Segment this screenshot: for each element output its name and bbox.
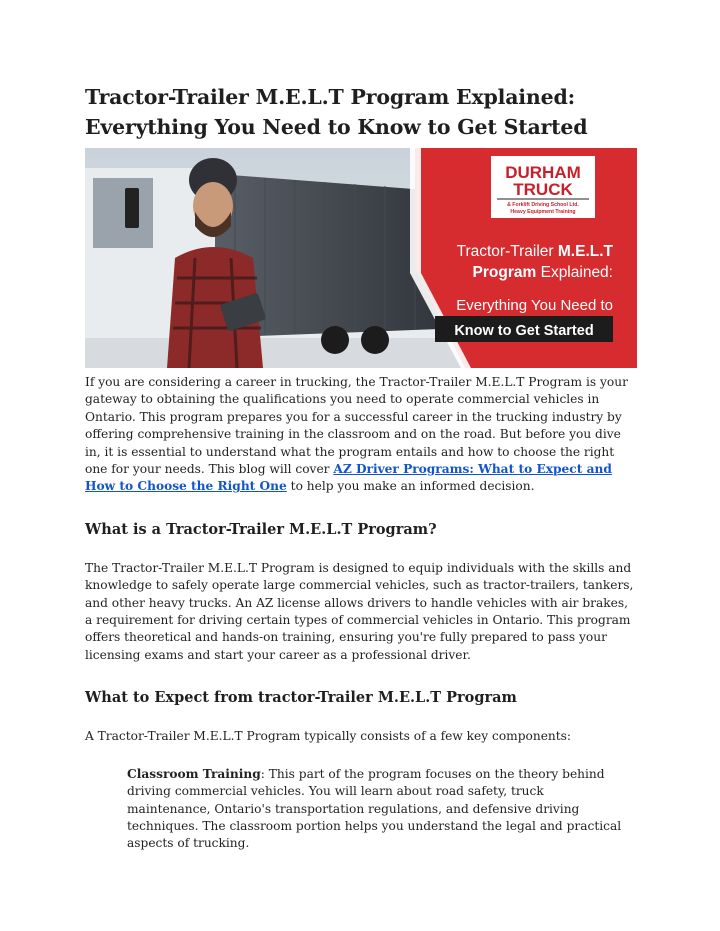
banner-line-4: Know to Get Started [454,323,594,339]
banner-line-1a: Tractor-Trailer [456,243,558,260]
document-page [85,82,637,853]
logo-line-2: TRUCK [513,180,573,199]
page-title [85,82,637,142]
title-line-1: Tractor-Trailer M.E.L.T Program Explained: [85,85,575,109]
banner-line-2 [473,264,613,281]
title-line-2: Everything You Need to Know to Get Started [85,115,588,139]
banner-line-3: Everything You Need to [456,297,613,314]
section-1-heading: What is a Tractor-Trailer M.E.L.T Program? [85,520,437,538]
banner-line-2a: Program [472,264,537,281]
logo-subtitle-2: Heavy Equipment Training [510,209,576,215]
intro-paragraph [85,374,637,496]
hero-image [85,148,637,368]
section-2-heading: What to Expect from tractor-Trailer M.E.L.T Program [85,689,517,707]
banner-line-1b: M.E.L.T [557,243,613,260]
az-driver-programs-link[interactable]: AZ Driver Programs: What to Expect and How to Choose the Right One [85,462,612,494]
logo-subtitle-1: & Forklift Driving School Ltd. [507,202,579,208]
list-item [127,766,627,853]
section-1-body: The Tractor-Trailer M.E.L.T Program is designed to equip individuals with the skills and knowledge to safely operate large commercial vehicles, such as tractor-trailers, tankers, and other heavy trucks. An AZ license allows drivers to handle vehicles with air brakes, a requirement for driving certain types of commercial vehicles in Ontario. This program offers theoretical and hands-on training, ensuring you're fully prepared to pass your licensing exams and start your career as a professional driver. [85,560,634,662]
list-item-label: Classroom Training [127,766,261,781]
banner-line-2b: Explained: [536,264,613,281]
intro-text-before-link: If you are considering a career in trucking, the Tractor-Trailer M.E.L.T Program is your gateway to obtaining the qualifications you need to operate commercial vehicles in Ontario. This program prepares you for a successful career in the trucking industry by offering comprehensive training in the classroom and on the road. But before you dive in, it is essential to understand what the program entails and how to choose the right one for your needs. This blog will cover [85,375,628,477]
intro-text-after-link: to help you make an informed decision. [286,479,535,494]
logo-line-1: DURHAM [505,163,581,182]
banner-line-1 [457,243,614,260]
list-item-text: : This part of the program focuses on the theory behind driving commercial vehicles. You will learn about road safety, truck maintenance, Ontario's transportation regulations, and defensive driving techniques. The classroom portion helps you understand the legal and practical aspects of trucking. [127,766,622,851]
hero-illustration [85,148,637,368]
section-2-body: A Tractor-Trailer M.E.L.T Program typically consists of a few key components: [85,729,572,744]
